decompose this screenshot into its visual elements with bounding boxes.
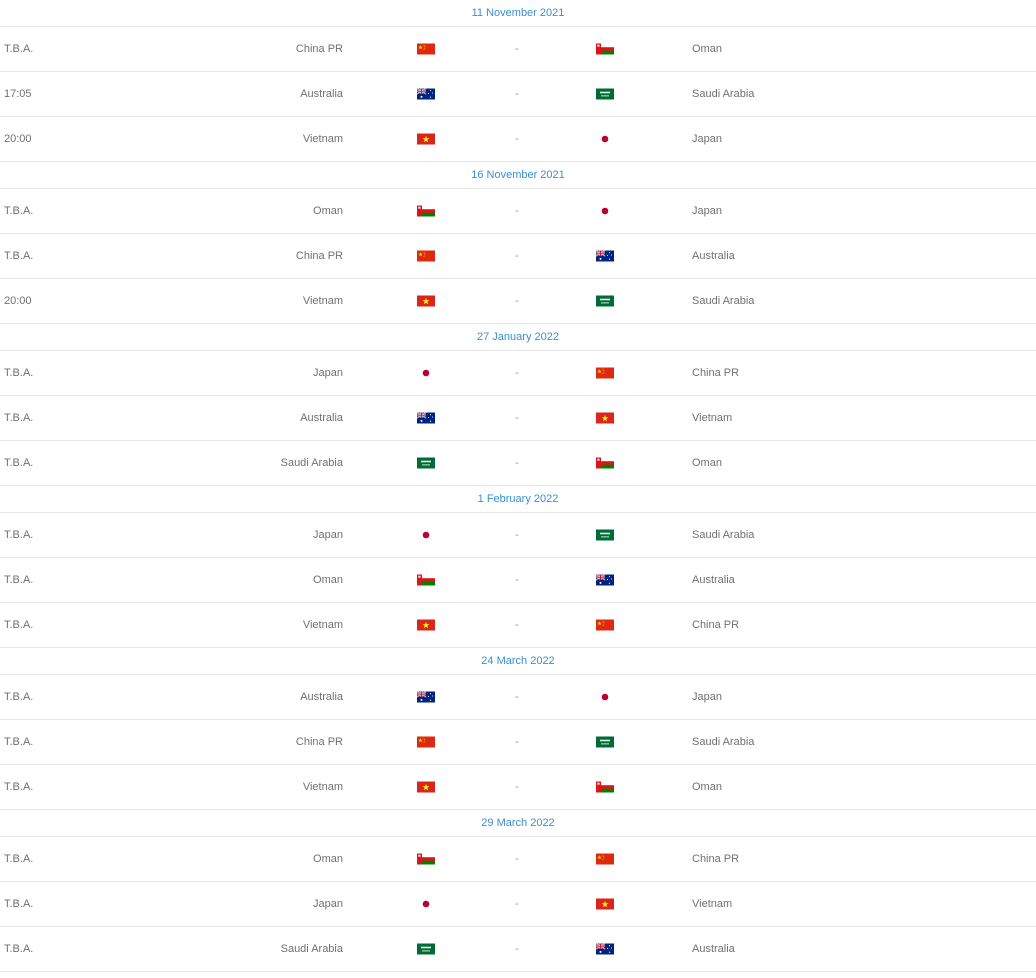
match-row[interactable]: [0, 558, 1036, 603]
match-row[interactable]: [0, 837, 1036, 882]
flag-saudi-arabia-icon: [417, 458, 435, 469]
away-team-name[interactable]: Oman: [692, 43, 722, 55]
date-header: 24 March 2022: [0, 648, 1036, 675]
match-score: -: [515, 736, 519, 748]
match-time: 20:00: [4, 295, 32, 307]
away-team-name[interactable]: Saudi Arabia: [692, 295, 755, 307]
home-team-name[interactable]: Saudi Arabia: [280, 943, 343, 955]
flag-oman-icon: [596, 44, 614, 55]
away-team-name[interactable]: Saudi Arabia: [692, 529, 755, 541]
match-time: T.B.A.: [4, 781, 34, 793]
match-row[interactable]: [0, 72, 1036, 117]
home-team-name[interactable]: Australia: [300, 412, 343, 424]
match-time: T.B.A.: [4, 691, 34, 703]
match-time: T.B.A.: [4, 943, 34, 955]
home-team-name[interactable]: China PR: [295, 736, 343, 748]
home-team-name[interactable]: China PR: [295, 43, 343, 55]
match-row[interactable]: [0, 765, 1036, 810]
flag-oman-icon: [417, 854, 435, 865]
match-score: -: [515, 367, 519, 379]
match-score: -: [515, 529, 519, 541]
flag-china-icon: [417, 251, 435, 262]
match-time: T.B.A.: [4, 457, 34, 469]
flag-australia-icon: [596, 251, 614, 262]
away-team-name[interactable]: Saudi Arabia: [692, 736, 755, 748]
home-team-name[interactable]: Oman: [313, 853, 343, 865]
flag-japan-icon: [596, 206, 614, 217]
flag-australia-icon: [596, 575, 614, 586]
home-team-name[interactable]: Australia: [300, 691, 343, 703]
flag-oman-icon: [417, 206, 435, 217]
flag-australia-icon: [417, 89, 435, 100]
match-time: T.B.A.: [4, 43, 34, 55]
match-time: T.B.A.: [4, 619, 34, 631]
match-time: T.B.A.: [4, 205, 34, 217]
home-team-name[interactable]: Japan: [313, 529, 343, 541]
flag-saudi-arabia-icon: [596, 737, 614, 748]
home-team-name[interactable]: Vietnam: [302, 619, 343, 631]
home-team-name[interactable]: Vietnam: [302, 133, 343, 145]
match-row[interactable]: [0, 279, 1036, 324]
match-score: -: [515, 88, 519, 100]
flag-japan-icon: [417, 368, 435, 379]
match-row[interactable]: [0, 117, 1036, 162]
flag-oman-icon: [596, 458, 614, 469]
away-team-name[interactable]: Japan: [692, 691, 722, 703]
match-row[interactable]: [0, 882, 1036, 927]
match-time: 17:05: [4, 88, 32, 100]
match-score: -: [515, 250, 519, 262]
away-team-name[interactable]: Australia: [692, 250, 735, 262]
flag-saudi-arabia-icon: [596, 530, 614, 541]
flag-japan-icon: [596, 692, 614, 703]
away-team-name[interactable]: Saudi Arabia: [692, 88, 755, 100]
match-score: -: [515, 898, 519, 910]
match-row[interactable]: [0, 513, 1036, 558]
away-team-name[interactable]: Vietnam: [692, 898, 733, 910]
flag-australia-icon: [417, 413, 435, 424]
flag-oman-icon: [417, 575, 435, 586]
match-row[interactable]: [0, 441, 1036, 486]
flag-vietnam-icon: [596, 413, 614, 424]
date-header: 27 January 2022: [0, 324, 1036, 351]
away-team-name[interactable]: Australia: [692, 574, 735, 586]
flag-vietnam-icon: [417, 620, 435, 631]
match-time: T.B.A.: [4, 898, 34, 910]
away-team-name[interactable]: China PR: [692, 367, 740, 379]
match-row[interactable]: [0, 351, 1036, 396]
flag-saudi-arabia-icon: [596, 296, 614, 307]
match-score: -: [515, 133, 519, 145]
home-team-name[interactable]: Oman: [313, 205, 343, 217]
flag-vietnam-icon: [417, 134, 435, 145]
flag-oman-icon: [596, 782, 614, 793]
away-team-name[interactable]: Australia: [692, 943, 735, 955]
match-time: T.B.A.: [4, 250, 34, 262]
match-score: -: [515, 412, 519, 424]
flag-japan-icon: [417, 530, 435, 541]
match-score: -: [515, 574, 519, 586]
flag-vietnam-icon: [417, 782, 435, 793]
match-score: -: [515, 43, 519, 55]
match-time: T.B.A.: [4, 853, 34, 865]
flag-china-icon: [417, 737, 435, 748]
match-time: T.B.A.: [4, 412, 34, 424]
home-team-name[interactable]: Vietnam: [302, 781, 343, 793]
date-header: 29 March 2022: [0, 810, 1036, 837]
home-team-name[interactable]: Australia: [300, 88, 343, 100]
match-row[interactable]: [0, 720, 1036, 765]
match-score: -: [515, 205, 519, 217]
match-score: -: [515, 457, 519, 469]
match-row[interactable]: [0, 27, 1036, 72]
home-team-name[interactable]: Japan: [313, 367, 343, 379]
away-team-name[interactable]: Vietnam: [692, 412, 733, 424]
match-score: -: [515, 781, 519, 793]
away-team-name[interactable]: Oman: [692, 781, 722, 793]
match-row[interactable]: [0, 234, 1036, 279]
flag-australia-icon: [417, 692, 435, 703]
flag-china-icon: [596, 854, 614, 865]
date-header: 1 February 2022: [0, 486, 1036, 513]
match-score: -: [515, 691, 519, 703]
match-time: T.B.A.: [4, 736, 34, 748]
home-team-name[interactable]: Oman: [313, 574, 343, 586]
match-score: -: [515, 619, 519, 631]
match-row[interactable]: [0, 396, 1036, 441]
away-team-name[interactable]: Japan: [692, 205, 722, 217]
match-row[interactable]: [0, 927, 1036, 972]
flag-australia-icon: [596, 944, 614, 955]
home-team-name[interactable]: China PR: [295, 250, 343, 262]
away-team-name[interactable]: Oman: [692, 457, 722, 469]
flag-japan-icon: [596, 134, 614, 145]
match-score: -: [515, 853, 519, 865]
date-header: 16 November 2021: [0, 162, 1036, 189]
match-score: -: [515, 943, 519, 955]
flag-japan-icon: [417, 899, 435, 910]
match-time: T.B.A.: [4, 529, 34, 541]
home-team-name[interactable]: Vietnam: [302, 295, 343, 307]
flag-china-icon: [596, 368, 614, 379]
flag-china-icon: [596, 620, 614, 631]
flag-china-icon: [417, 44, 435, 55]
match-time: T.B.A.: [4, 574, 34, 586]
match-row[interactable]: [0, 603, 1036, 648]
flag-vietnam-icon: [417, 296, 435, 307]
date-header: 11 November 2021: [0, 0, 1036, 27]
home-team-name[interactable]: Saudi Arabia: [280, 457, 343, 469]
flag-vietnam-icon: [596, 899, 614, 910]
match-row[interactable]: [0, 675, 1036, 720]
match-row[interactable]: [0, 189, 1036, 234]
match-score: -: [515, 295, 519, 307]
home-team-name[interactable]: Japan: [313, 898, 343, 910]
flag-saudi-arabia-icon: [417, 944, 435, 955]
away-team-name[interactable]: China PR: [692, 619, 740, 631]
away-team-name[interactable]: Japan: [692, 133, 722, 145]
away-team-name[interactable]: China PR: [692, 853, 740, 865]
match-time: T.B.A.: [4, 367, 34, 379]
match-time: 20:00: [4, 133, 32, 145]
flag-saudi-arabia-icon: [596, 89, 614, 100]
